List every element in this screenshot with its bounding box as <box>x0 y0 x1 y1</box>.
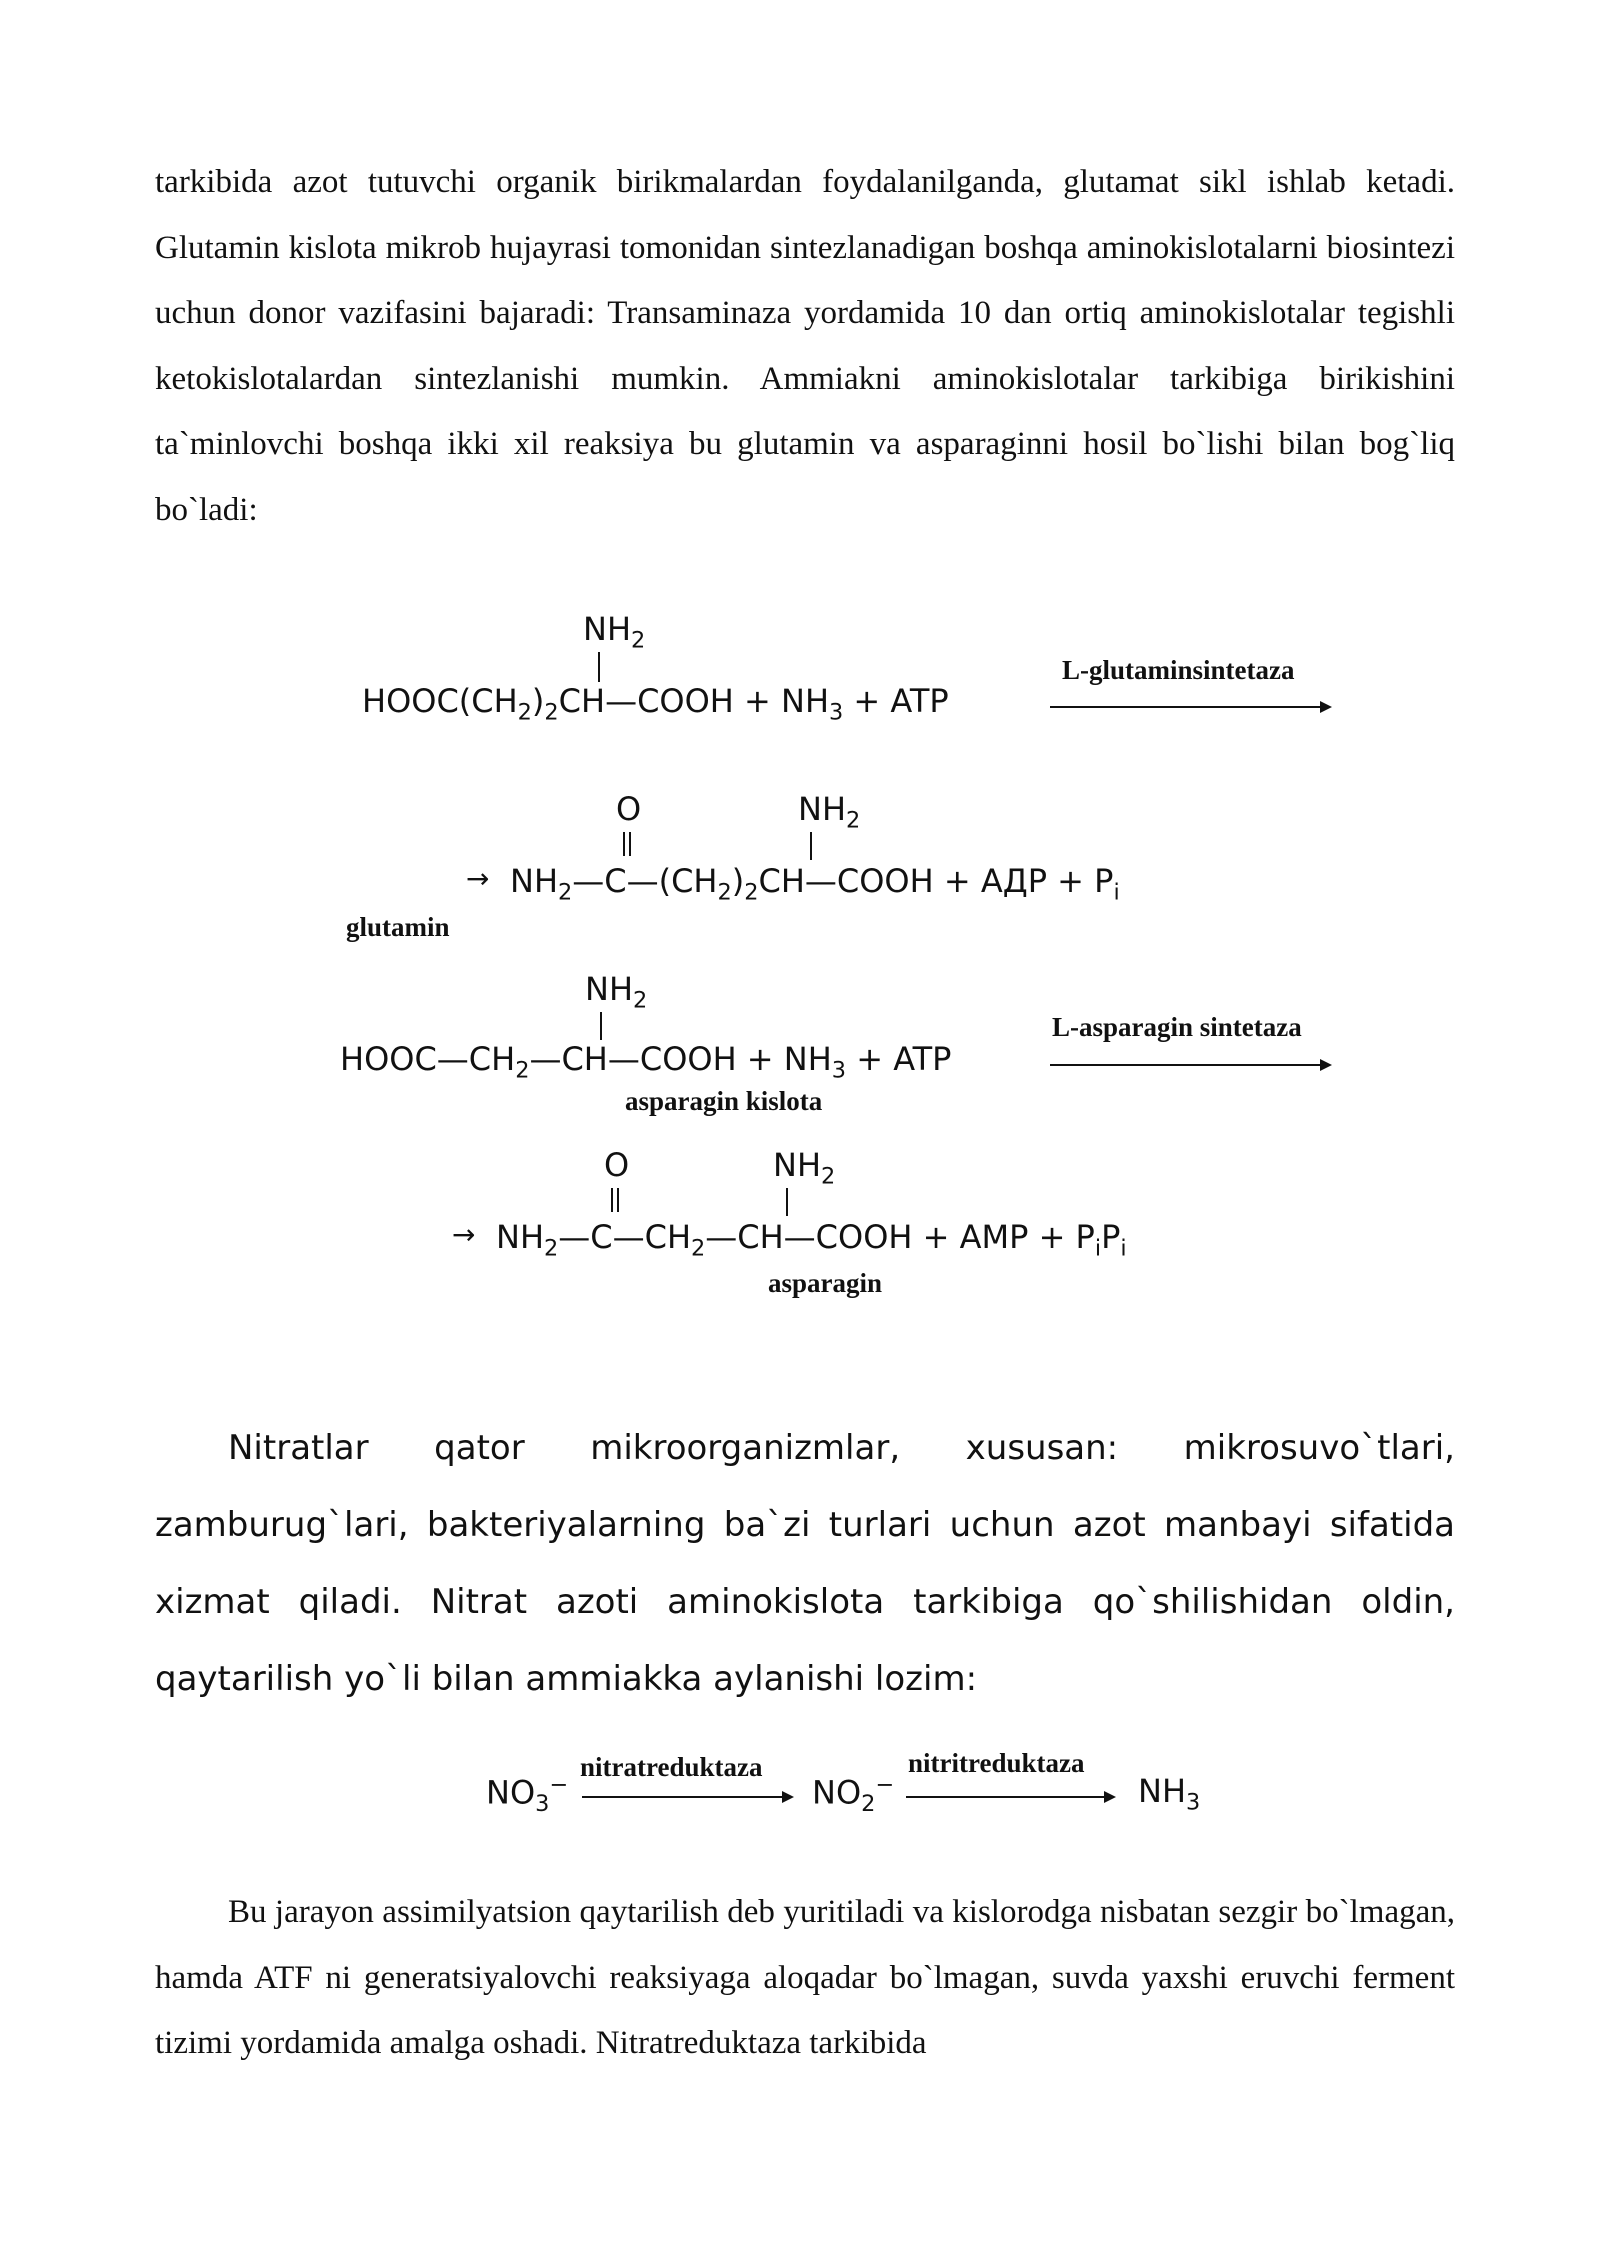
amino-group-label: $NH_2$ <box>585 970 648 1014</box>
products-formula: $NH_2—C—(CH_2)_2CH—COOH$ + АДР + $P_i$ <box>510 862 1120 906</box>
reactants-formula: $HOOC—CH_2—CH—COOH + NH_3$ + ATP <box>340 1040 952 1084</box>
reaction-arrow <box>582 1796 792 1798</box>
nitrate-formula: $NO_3^-$ <box>486 1772 569 1818</box>
reactants-formula: $HOOC(CH_2)_2CH—COOH + NH_3$ + ATP <box>362 682 949 726</box>
reaction-arrow <box>906 1796 1114 1798</box>
ammonia-formula: $NH_3$ <box>1138 1772 1201 1816</box>
paragraph-nitrates: Nitratlar qator mikroorganizmlar, xususan: mikrosuvo`tlari, zamburug`lari, bakteriyalarning ba`zi turlari uchun azot manbayi sifatida xizmat qiladi. Nitrat azoti aminokislota tarkibiga qo`shilishidan oldin, qaytarilish yo`li bilan ammiakka aylanishi lozim: <box>155 1428 1455 1699</box>
carbonyl-oxygen-label: O <box>616 790 642 828</box>
double-bond <box>623 832 631 856</box>
paragraph-assimilation: Bu jarayon assimilyatsion qaytarilish deb yuritiladi va kislorodga nisbatan sezgir bo`lmagan, hamda ATF ni generatsiyalovchi reaksiyaga aloqadar bo`lmagan, suvda yaxshi eruvchi ferment tizimi yordamida amalga oshadi. Nitratreduktaza tarkibida <box>155 1894 1455 2061</box>
product-name-label: asparagin <box>768 1268 883 1298</box>
amino-group-label: $NH_2$ <box>798 790 861 834</box>
arrow-lead-icon: → <box>452 1218 476 1251</box>
bond-line <box>810 832 812 860</box>
double-bond <box>611 1188 619 1212</box>
products-formula: $NH_2—C—CH_2—CH—COOH$ + AMP + $P_iP_i$ <box>496 1218 1127 1262</box>
enzyme-label: L-asparagin sintetaza <box>1052 1012 1302 1042</box>
carbonyl-oxygen-label: O <box>604 1146 630 1184</box>
bond-line <box>786 1188 788 1216</box>
bond-line <box>598 652 600 682</box>
paragraph-intro: tarkibida azot tutuvchi organik birikmalardan foydalanilganda, glutamat sikl ishlab ketadi. Glutamin kislota mikrob hujayrasi tomonidan sintezlanadigan boshqa aminokislotalarni biosintezi uchun donor vazifasini bajaradi: Transaminaza yordamida 10 dan ortiq aminokislotalar tegishli ketokislotalardan sintezlanishi mumkin. Ammiakni aminokislotalar tarkibiga birikishini ta`minlovchi boshqa ikki xil reaksiya bu glutamin va asparaginni hosil bo`lishi bilan bog`liq bo`ladi: <box>155 164 1455 528</box>
reaction-arrow <box>1050 706 1330 708</box>
reactant-name-label: asparagin kislota <box>625 1086 823 1116</box>
enzyme-label-nitratreduktaza: nitratreduktaza <box>580 1752 763 1782</box>
reaction-arrow <box>1050 1064 1330 1066</box>
amino-group-label: $NH_2$ <box>583 610 646 654</box>
enzyme-label: L-glutaminsintetaza <box>1062 655 1295 685</box>
arrow-lead-icon: → <box>466 862 490 895</box>
nitrite-formula: $NO_2^-$ <box>812 1772 895 1818</box>
enzyme-label-nitritreduktaza: nitritreduktaza <box>908 1748 1085 1778</box>
product-name-label: glutamin <box>346 912 450 942</box>
bond-line <box>600 1012 602 1040</box>
amino-group-label: $NH_2$ <box>773 1146 836 1190</box>
